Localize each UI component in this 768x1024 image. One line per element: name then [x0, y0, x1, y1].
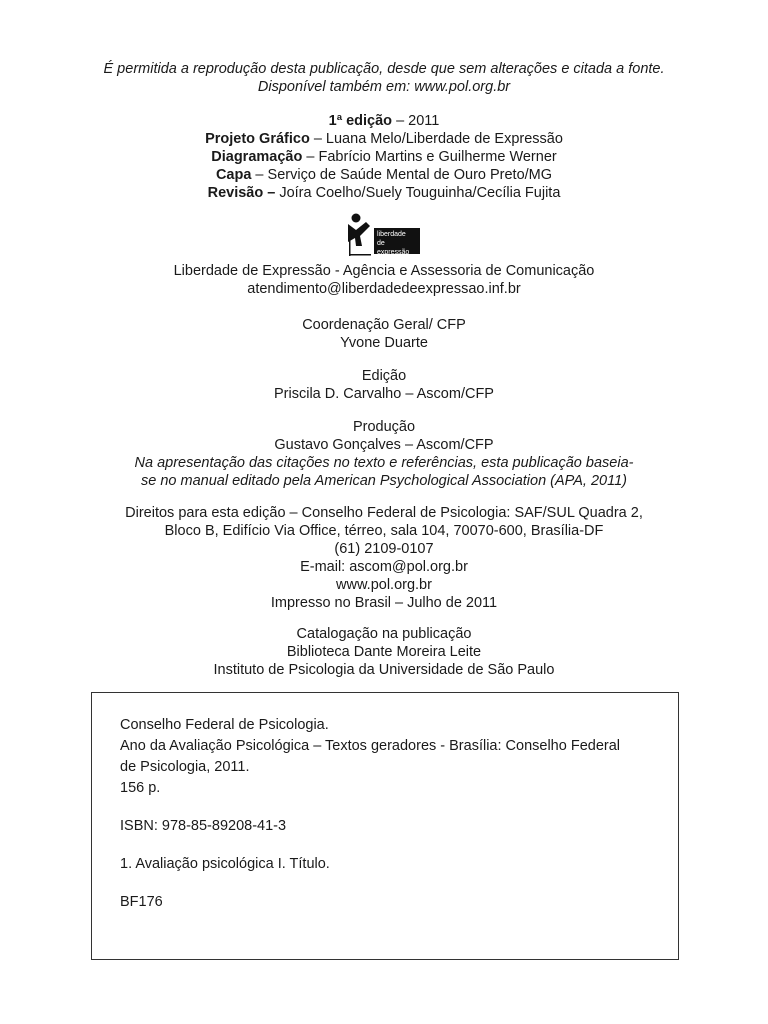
card-subject: 1. Avaliação psicológica I. Título.: [120, 856, 330, 872]
credit-cover: [0, 166, 768, 184]
citation-note-1: Na apresentação das citações no texto e referências, esta publicação baseia-: [134, 455, 634, 471]
card-classification: BF176: [120, 894, 163, 910]
credit-value: Joíra Coelho/Suely Touguinha/Cecília Fujita: [275, 185, 561, 201]
card-isbn: ISBN: 978-85-89208-41-3: [120, 818, 287, 834]
credit-layout: [0, 148, 768, 166]
credit-edition: [0, 112, 768, 130]
production-block: [0, 418, 768, 490]
catalog-card: [91, 692, 679, 960]
card-title-cont: de Psicologia, 2011.: [120, 759, 250, 775]
logo-container: [0, 212, 768, 262]
credits-block: [0, 112, 768, 202]
rights-email: E-mail: ascom@pol.org.br: [300, 559, 468, 575]
agency-block: [0, 262, 768, 298]
coordination-title: Coordenação Geral/ CFP: [302, 317, 466, 333]
coordination-name: Yvone Duarte: [340, 335, 428, 351]
production-name: Gustavo Gonçalves – Ascom/CFP: [274, 437, 494, 453]
cataloging-title: Catalogação na publicação: [296, 626, 472, 642]
reproduction-notice: [0, 60, 768, 96]
logo-word-2: expressão: [377, 249, 410, 256]
printed-in: Impresso no Brasil – Julho de 2011: [270, 595, 498, 611]
reproduction-notice-text: É permitida a reprodução desta publicação, desde que sem alterações e citada a fonte.: [103, 61, 665, 77]
credit-label: Capa: [215, 167, 252, 183]
editing-block: [0, 367, 768, 403]
rights-block: [0, 504, 768, 612]
agency-email: atendimento@liberdadedeexpressao.inf.br: [247, 281, 521, 297]
credit-label: Projeto Gráfico: [205, 131, 310, 147]
credit-value: – Serviço de Saúde Mental de Ouro Preto/MG: [251, 167, 553, 183]
citation-note-2: se no manual editado pela American Psychological Association (APA, 2011): [140, 473, 628, 489]
rights-line-1: Direitos para esta edição – Conselho Federal de Psicologia: SAF/SUL Quadra 2,: [125, 505, 643, 521]
editing-title: Edição: [361, 368, 407, 384]
cataloging-block: [0, 625, 768, 679]
card-title: Ano da Avaliação Psicológica – Textos geradores - Brasília: Conselho Federal: [120, 738, 621, 754]
logo-word-1: liberdade de: [377, 231, 406, 247]
card-author: Conselho Federal de Psicologia.: [120, 717, 329, 733]
logo-wordmark: [374, 228, 420, 254]
library-name: Biblioteca Dante Moreira Leite: [286, 644, 482, 660]
credit-review: [0, 184, 768, 202]
credit-value: – 2011: [392, 113, 440, 129]
institute-name: Instituto de Psicologia da Universidade de São Paulo: [213, 662, 555, 678]
agency-name: Liberdade de Expressão - Agência e Assessoria de Comunicação: [173, 263, 595, 279]
editing-name: Priscila D. Carvalho – Ascom/CFP: [274, 386, 494, 402]
rights-phone: (61) 2109-0107: [334, 541, 434, 557]
credit-graphic-design: [0, 130, 768, 148]
coordination-block: [0, 316, 768, 352]
credit-label: Revisão –: [207, 185, 276, 201]
card-pages: 156 p.: [120, 780, 161, 796]
rights-line-2: Bloco B, Edifício Via Office, térreo, sala 104, 70070-600, Brasília-DF: [164, 523, 604, 539]
credit-value: – Luana Melo/Liberdade de Expressão: [309, 131, 563, 147]
rights-site: www.pol.org.br: [336, 577, 432, 593]
liberdade-de-expressao-logo: [346, 212, 422, 258]
availability-text: Disponível também em: www.pol.org.br: [257, 79, 511, 95]
credit-label: 1ª edição: [328, 113, 393, 129]
production-title: Produção: [352, 419, 416, 435]
credit-value: – Fabrício Martins e Guilherme Werner: [302, 149, 557, 165]
credit-label: Diagramação: [211, 149, 303, 165]
